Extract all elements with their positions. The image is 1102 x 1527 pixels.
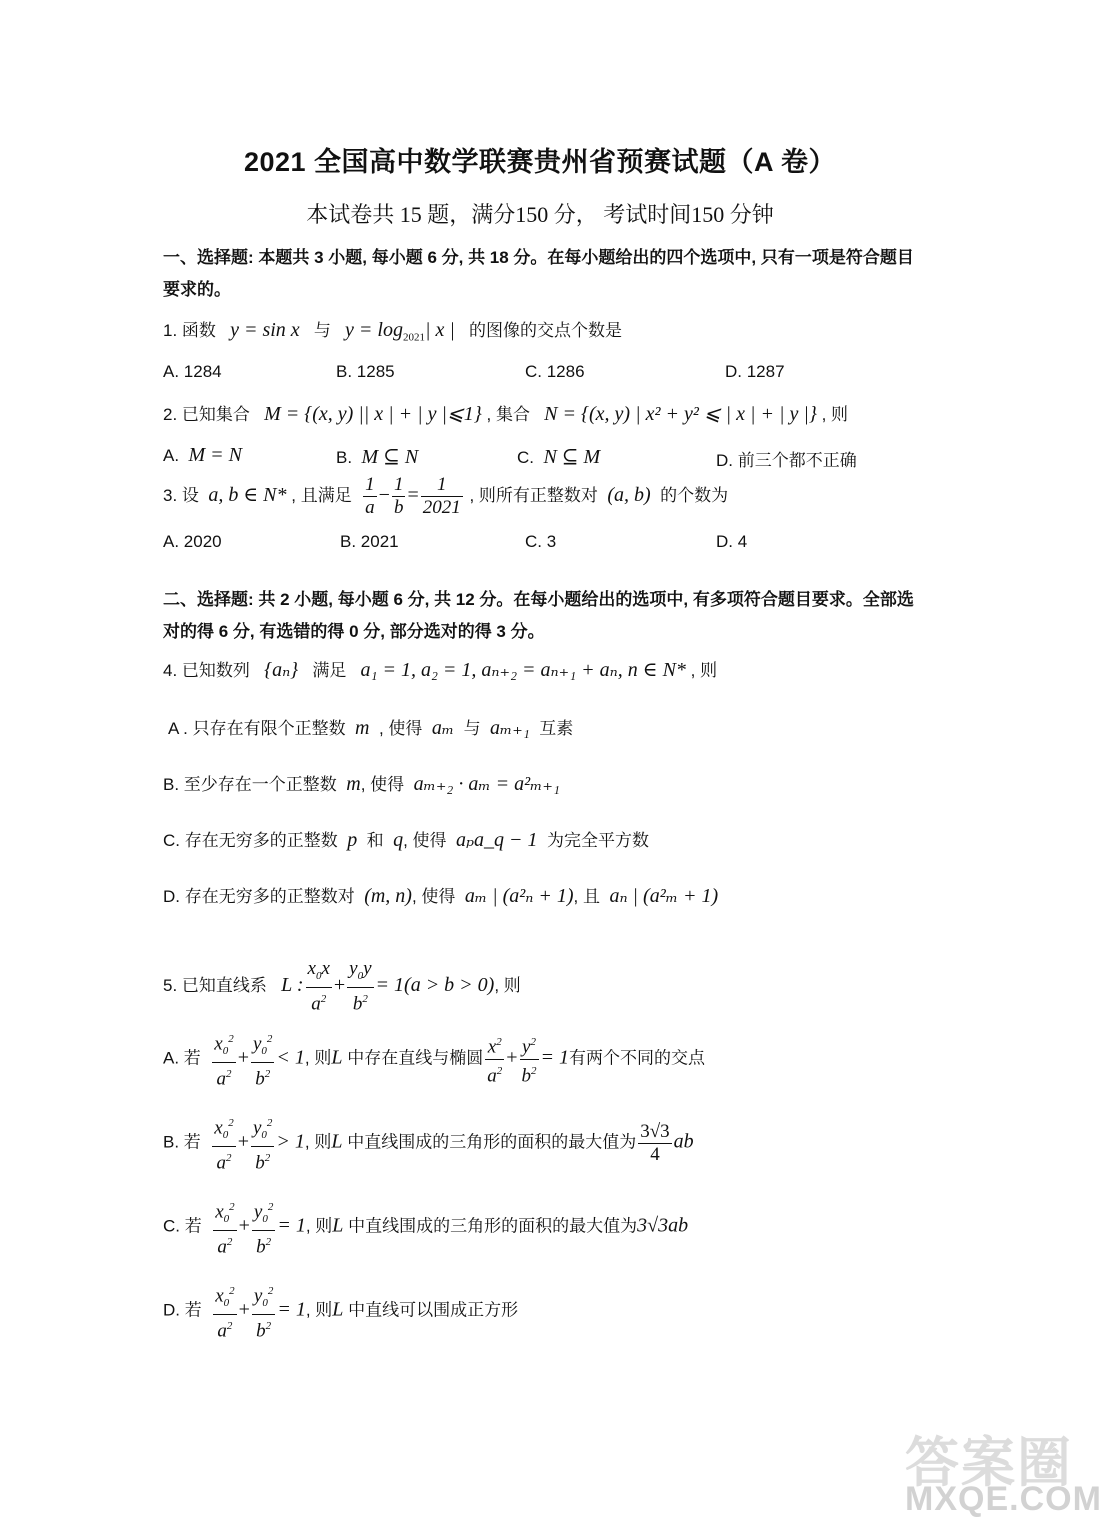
section1-heading: 一、选择题: 本题共 3 小题, 每小题 6 分, 共 18 分。在每小题给出的四个选项中, 只有一项是符合题目 要求的。 xyxy=(163,248,914,299)
watermark-url: MXQE.COM xyxy=(905,1480,1102,1518)
q2-set-m: M = {(x, y) || x | + | y |⩽1} xyxy=(264,403,482,425)
q4-tail: , 则 xyxy=(690,661,718,680)
q5-tail: , 则 xyxy=(494,976,521,996)
q4-option-d: D. 存在无穷多的正整数对 (m, n), 使得 aₘ | (a²ₙ + 1), 且 aₙ | (a²ₘ + 1) xyxy=(163,885,719,907)
q1-tail: 的图像的交点个数是 xyxy=(469,321,622,340)
q4-option-b: B. 至少存在一个正整数 m, 使得 aₘ₊₂ · aₘ = a²ₘ₊₁ xyxy=(163,773,560,795)
q3-frac-1b: $\frac{1}{b}$ xyxy=(393,474,404,518)
q2-set-n: N = {(x, y) | x² + y² ⩽ | x | + | y |} xyxy=(544,403,817,425)
q3-frac-1a: $\frac{1}{a}$ xyxy=(365,474,375,518)
q1-and: 与 xyxy=(313,321,331,340)
q5-option-a: A. 若 $\frac{x_0^2}{a^2}$ + $\frac{y_0^2}{b^2}$ < 1, 则L 中存在直线与椭圆 $\frac{x^2}{a^2}$ + $\frac{y^2}{b^2}$ = 1有两个不同的交点 xyxy=(163,1028,705,1090)
q2-label: 2. 已知集合 xyxy=(163,405,250,424)
q5-option-d: D. 若 $\frac{x_0^2}{a^2}$ + $\frac{y_0^2}{b^2}$ = 1, 则L 中直线可以围成正方形 xyxy=(163,1280,518,1342)
q4-option-a: A . 只存在有限个正整数 m , 使得 aₘ 与 aₘ₊₁ 互素 xyxy=(168,717,574,739)
q4-recurrence: a₁ = 1, a₂ = 1, aₙ₊₂ = aₙ₊₁ + aₙ, n ∈ N* xyxy=(360,659,686,681)
q4-option-c: C. 存在无穷多的正整数 p 和 q, 使得 aₚa_q − 1 为完全平方数 xyxy=(163,829,649,851)
q5-label: 5. 已知直线系 xyxy=(163,976,267,996)
q2-tail: , 则 xyxy=(821,405,849,424)
exam-info: 本试卷共 15 题，满分150 分， 考试时间150 分钟 xyxy=(306,202,774,227)
q2-option-c: C. N ⊆ M xyxy=(517,446,601,468)
q4-label: 4. 已知数列 xyxy=(163,661,250,680)
q3-tail: , 则所有正整数对 xyxy=(469,485,598,505)
q3-frac-1-2021: $\frac{1}{2021}$ xyxy=(422,474,461,518)
q3-option-b: B. 2021 xyxy=(340,532,399,551)
q3-option-a: A. 2020 xyxy=(163,532,222,551)
q2-option-a: A. M = N xyxy=(163,444,243,466)
q5-option-c: C. 若 $\frac{x_0^2}{a^2}$ + $\frac{y_0^2}{b^2}$ = 1, 则L 中直线围成的三角形的面积的最大值为3√3ab xyxy=(163,1196,688,1258)
q1-option-d: D. 1287 xyxy=(725,362,785,381)
question-4 xyxy=(163,656,717,682)
q3-option-c: C. 3 xyxy=(525,532,557,551)
watermark-logo: 答案圈 xyxy=(905,1433,1073,1493)
q2-mid: , 集合 xyxy=(486,405,530,424)
q3-condition: a, b ∈ N* xyxy=(208,483,287,506)
q5-option-b: B. 若 $\frac{x_0^2}{a^2}$ + $\frac{y_0^2}{b^2}$ > 1, 则L 中直线围成的三角形的面积的最大值为 $\frac{3√3}{4}$ ab xyxy=(163,1112,694,1174)
q2-option-d: D. 前三个都不正确 xyxy=(716,451,857,470)
question-5: 5. 已知直线系 L : $\frac{x_0x}{a^2}$ + $\frac{y_0y}{b^2}$ = 1(a > b > 0), 则 xyxy=(163,958,521,1015)
section2-heading: 二、选择题: 共 2 小题, 每小题 6 分, 共 12 分。在每小题给出的选项中, 有多项符合题目要求。全部选对的得 6 分, 有选错的得 0 分, 部分选对的得 3 分。 xyxy=(163,590,914,641)
question-2 xyxy=(163,400,848,426)
q3-pair: (a, b) xyxy=(607,483,651,506)
q1-option-a: A. 1284 xyxy=(163,362,222,381)
q3-option-d: D. 4 xyxy=(716,532,748,551)
q3-mid: , 且满足 xyxy=(291,485,352,505)
q1-func2: y = log xyxy=(345,319,403,341)
question-3: 3. 设 a, b ∈ N* , 且满足 $\frac{1}{a}$ − $\frac{1}{b}$ = $\frac{1}{2021}$ , 则所有正整数对 (a, b) 的个数为 xyxy=(163,474,729,518)
q1-option-b: B. 1285 xyxy=(336,362,395,381)
q5-line-family: L : xyxy=(281,974,304,997)
q4-sequence: {aₙ} xyxy=(264,659,299,681)
q3-label: 3. 设 xyxy=(163,485,199,505)
q1-label: 1. 函数 xyxy=(163,321,216,340)
question-1 xyxy=(163,316,622,343)
q1-log-base: 2021 xyxy=(402,331,425,344)
q5-frac-x: $\frac{x_0x}{a^2}$ xyxy=(307,958,330,1015)
q1-option-c: C. 1286 xyxy=(525,362,585,381)
q4-mid: 满足 xyxy=(312,661,347,680)
q3-tail2: 的个数为 xyxy=(660,485,729,505)
q1-func1: y = sin x xyxy=(230,319,300,341)
q1-func2-arg: | x | xyxy=(424,319,455,341)
page-title: 2021 全国高中数学联赛贵州省预赛试题（A 卷） xyxy=(243,147,837,177)
q5-equation-tail: = 1(a > b > 0) xyxy=(375,974,495,997)
q2-option-b: B. M ⊆ N xyxy=(336,446,419,468)
q5-frac-y: $\frac{y_0y}{b^2}$ xyxy=(349,958,372,1015)
